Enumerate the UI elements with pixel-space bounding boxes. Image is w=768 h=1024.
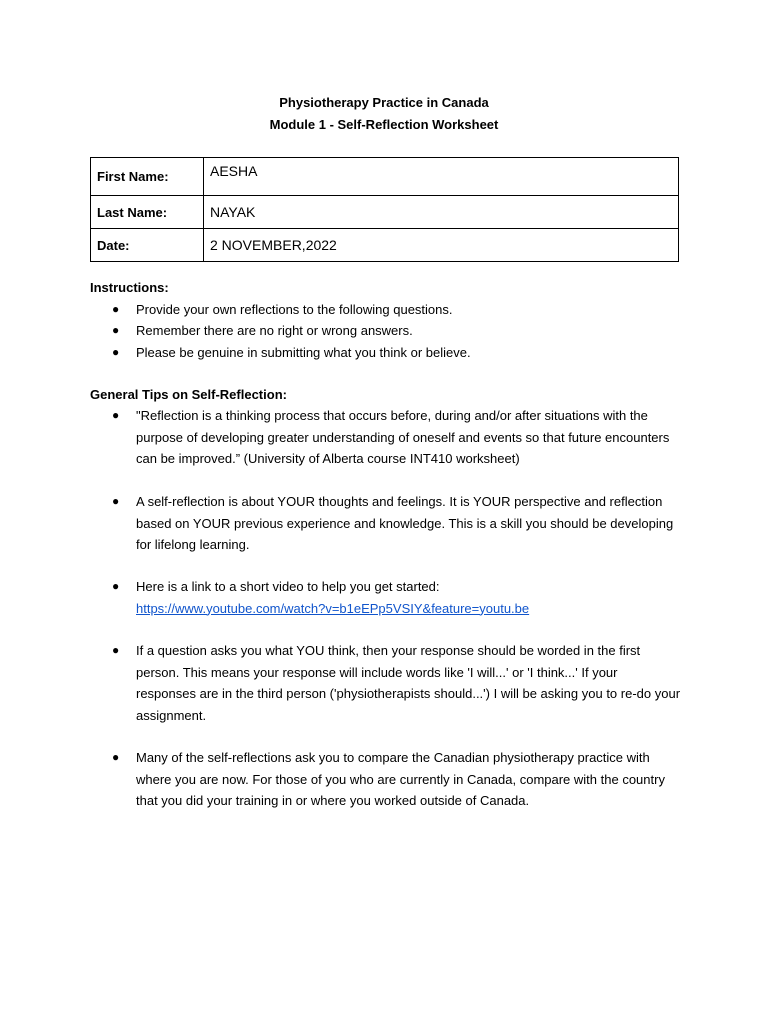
instruction-item: Please be genuine in submitting what you think or believe. <box>136 345 471 360</box>
video-intro-text: Here is a link to a short video to help you get started: <box>136 579 440 594</box>
bullet-icon: ● <box>112 302 120 316</box>
tip-first-person: If a question asks you what YOU think, then your response should be worded in the first person. This means your response will include words like 'I will...' or 'I think...' If your responses are in the third person ('physiotherapists should...') I will be asking you to re-do your assignment. <box>136 643 681 723</box>
first-name-label: First Name: <box>91 158 204 196</box>
bullet-icon: ● <box>112 750 120 764</box>
table-row <box>91 229 679 262</box>
table-row <box>91 158 679 196</box>
bullet-icon: ● <box>112 323 120 337</box>
student-info-table <box>90 157 679 262</box>
tip-video <box>136 576 681 619</box>
tip-reflection-quote: "Reflection is a thinking process that occurs before, during and/or after situations with the purpose of developing greater understanding of oneself and events so that future encounters can be improved.” (University of Alberta course INT410 worksheet) <box>136 408 670 466</box>
instruction-item: Provide your own reflections to the following questions. <box>136 302 453 317</box>
tip-self-reflection: A self-reflection is about YOUR thoughts and feelings. It is YOUR perspective and reflection based on YOUR previous experience and knowledge. This is a skill you should be developing for lifelong learning. <box>136 494 674 552</box>
bullet-icon: ● <box>112 579 120 593</box>
document-title: Physiotherapy Practice in Canada <box>279 95 489 110</box>
tips-heading: General Tips on Self-Reflection: <box>90 387 287 402</box>
table-row <box>91 196 679 229</box>
bullet-icon: ● <box>112 494 120 508</box>
last-name-field[interactable]: NAYAK <box>204 196 679 229</box>
instruction-item: Remember there are no right or wrong answers. <box>136 323 413 338</box>
instructions-heading: Instructions: <box>90 280 169 295</box>
date-label: Date: <box>91 229 204 262</box>
bullet-icon: ● <box>112 643 120 657</box>
date-field[interactable]: 2 NOVEMBER,2022 <box>204 229 679 262</box>
document-subtitle: Module 1 - Self-Reflection Worksheet <box>269 117 499 132</box>
tip-compare-practice: Many of the self-reflections ask you to compare the Canadian physiotherapy practice with where you are now. For those of you who are currently in Canada, compare with the country that you did your training in or where you worked outside of Canada. <box>136 750 665 808</box>
video-link[interactable]: https://www.youtube.com/watch?v=b1eEPp5VSIY&feature=youtu.be <box>136 600 530 616</box>
bullet-icon: ● <box>112 345 120 359</box>
bullet-icon: ● <box>112 408 120 422</box>
first-name-field[interactable]: AESHA <box>204 158 679 196</box>
last-name-label: Last Name: <box>91 196 204 229</box>
